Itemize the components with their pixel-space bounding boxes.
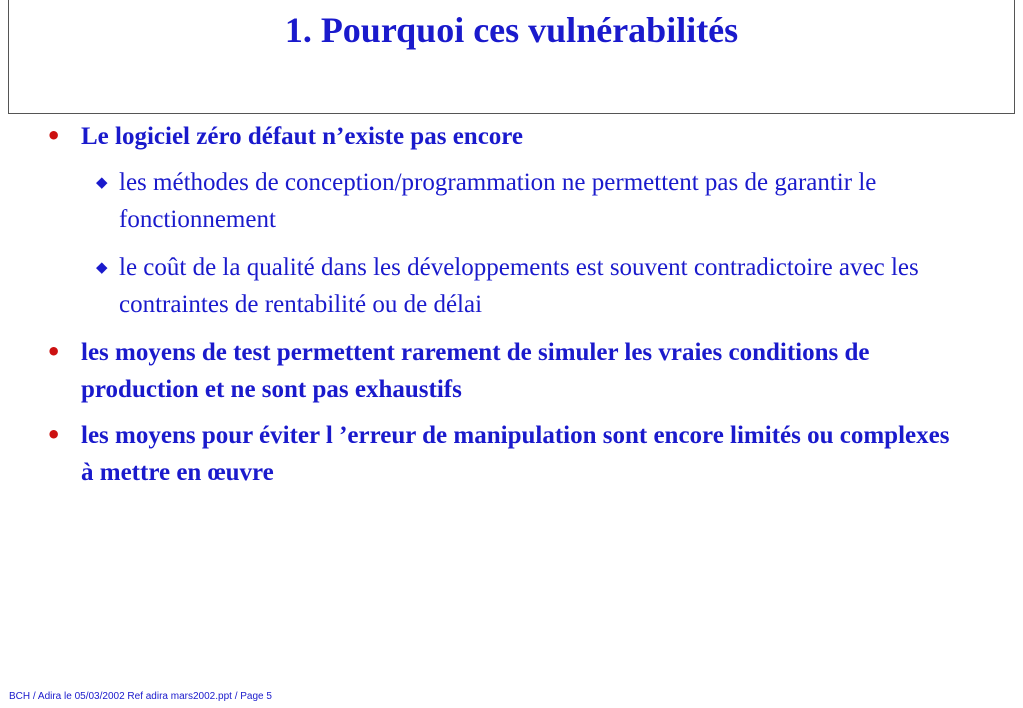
bullet-item [0, 417, 1023, 491]
slide-footer: BCH / Adira le 05/03/2002 Ref adira mars2002.ppt / Page 5 [9, 691, 272, 702]
round-bullet-icon: • [46, 338, 62, 366]
round-bullet-icon: • [46, 122, 62, 150]
diamond-bullet-icon: ◆ [96, 173, 108, 191]
title-box [8, 0, 1015, 114]
sub-bullet-item [0, 249, 1023, 323]
diamond-bullet-icon: ◆ [96, 258, 108, 276]
sub-bullet-text: les méthodes de conception/programmation ne permettent pas de garantir le fonctionnement [119, 169, 877, 233]
bullet-item [0, 334, 1023, 408]
bullet-text: les moyens de test permettent rarement de simuler les vraies conditions de production et ne sont pas exhaustifs [81, 339, 870, 403]
bullet-item [0, 118, 1023, 155]
bullet-text: Le logiciel zéro défaut n’existe pas encore [81, 123, 524, 150]
bullet-text: les moyens pour éviter l ’erreur de manipulation sont encore limités ou complexes à mettre en œuvre [81, 422, 950, 486]
round-bullet-icon: • [46, 421, 62, 449]
sub-bullet-item [0, 164, 1023, 238]
sub-bullet-text: le coût de la qualité dans les développements est souvent contradictoire avec les contraintes de rentabilité ou de délai [119, 254, 919, 318]
slide-body [0, 118, 1023, 500]
slide-title: 1. Pourquoi ces vulnérabilités [284, 10, 739, 50]
